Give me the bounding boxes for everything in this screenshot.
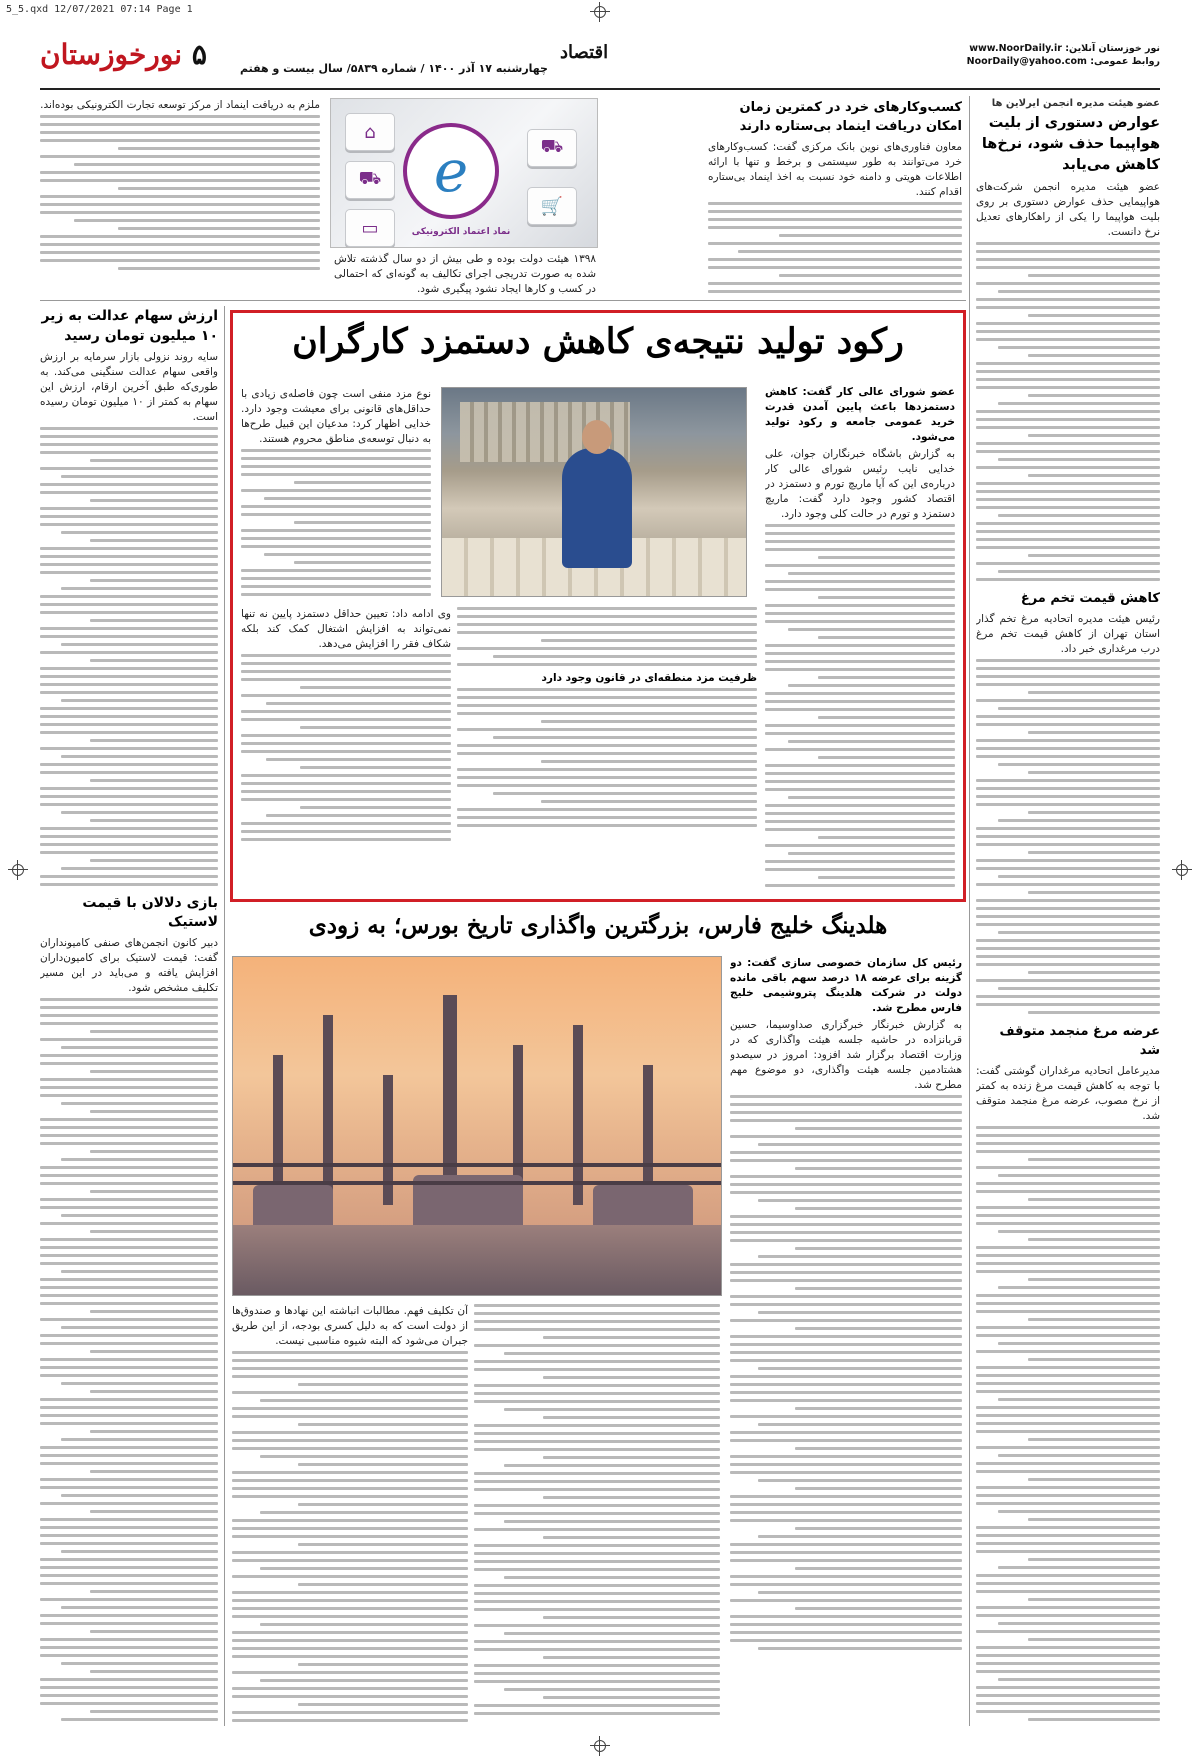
right-column bbox=[976, 96, 1160, 1726]
article-body bbox=[40, 115, 320, 270]
article-body bbox=[765, 524, 955, 891]
refinery-headline: هلدینگ خلیج فارس، بزرگترین واگذاری تاریخ بورس؛ به زودی bbox=[308, 912, 888, 939]
worker-photo bbox=[441, 387, 747, 597]
refinery-photo bbox=[232, 956, 722, 1296]
story-lead: معاون فناوری‌های نوین بانک مرکزی گفت: کسب‌وکارهای خرد می‌توانند به طور سیستمی و برخط و تنها با ارائه اطلاعات هویتی و دامنه خود نسبت به اخذ اینماد بی‌ستاره اقدام کنند. bbox=[708, 141, 962, 198]
article-body bbox=[457, 607, 757, 666]
story-subhead: ظرفیت مزد منطقه‌ای در قانون وجود دارد bbox=[541, 672, 757, 684]
photo-pipe bbox=[233, 1181, 722, 1185]
column-rule bbox=[969, 96, 970, 1726]
story-lead: عضو شورای عالی کار گفت: کاهش دستمزدها باعث پایین آمدن قدرت خرید عمومی جامعه و رکود تولید می‌شود. bbox=[765, 386, 955, 443]
article-body bbox=[976, 659, 1160, 1014]
story-lead: سایه روند نزولی بازار سرمایه بر ارزش واقعی سهام عدالت سنگینی می‌کند. به طوری‌که طبق آخرین ارقام، ارزش این سهام به کمتر از ۱۰ میلیون تومان رسیده است. bbox=[40, 351, 218, 423]
enamad-col-1 bbox=[708, 98, 962, 298]
story-title: بازی دلالان با قیمت لاستیک bbox=[82, 895, 218, 930]
article-body bbox=[457, 688, 757, 827]
truck-icon: ⛟ bbox=[345, 161, 395, 199]
print-slug: 5_5.qxd 12/07/2021 07:14 Page 1 bbox=[6, 4, 193, 15]
section-title: اقتصاد bbox=[560, 42, 609, 63]
article-text: به گزارش خبرنگار خبرگزاری صداوسیما، حسین قربانزاده در حاشیه جلسه هیئت واگذاری که در وزارت اقتصاد برگزار شد افزود: امروز در سیصدو هشتادمین جلسه هیئت واگذاری، دو موضوع مهم مطرح شد. bbox=[730, 1019, 962, 1091]
article-body bbox=[241, 449, 431, 597]
article-body bbox=[976, 1126, 1160, 1726]
main-col-left bbox=[241, 607, 451, 891]
column-rule bbox=[224, 306, 225, 1726]
article-body bbox=[976, 242, 1160, 581]
registration-mark-icon bbox=[8, 860, 28, 880]
newspaper-page bbox=[40, 36, 1160, 1736]
article-text: ۱۳۹۸ هیئت دولت بوده و طی بیش از دو سال گذشته تلاش شده به صورت تدریجی اجرای تکالیف به گونه‌ای که احتمالی در کسب و کارها ایجاد نشود پیگیری شود. bbox=[334, 253, 596, 295]
photo-tower bbox=[573, 1025, 583, 1205]
registration-mark-icon bbox=[1172, 860, 1192, 880]
image-caption-label: نماد اعتماد الکترونیکی bbox=[411, 227, 511, 237]
story-lead: دبیر کانون انجمن‌های صنفی کامیونداران گفت: قیمت لاستیک برای کامیون‌داران افزایش یافته و می‌باید در این مسیر تکلیف مشخص شود. bbox=[40, 937, 218, 994]
story-title: کاهش قیمت تخم مرغ bbox=[1020, 591, 1160, 606]
contact-info bbox=[967, 42, 1160, 68]
cart-icon: 🛒 bbox=[527, 187, 577, 225]
photo-tower bbox=[383, 1075, 393, 1205]
main-story-box bbox=[230, 310, 966, 902]
logo-text: نورخوزستان bbox=[40, 38, 183, 71]
main-col-left-top bbox=[241, 387, 431, 597]
story-lead: رئیس هیئت مدیره اتحادیه مرغ تخم گذار استان تهران از کاهش قیمت تخم مرغ درب مرغداری خبر داد. bbox=[976, 613, 1160, 655]
enamad-col-4 bbox=[40, 98, 320, 298]
issue-date-line: چهارشنبه ۱۷ آذر ۱۴۰۰ / شماره ۵۸۳۹/ سال بیست و هفتم bbox=[240, 62, 548, 75]
refinery-col-right bbox=[730, 956, 962, 1726]
photo-tower bbox=[443, 995, 457, 1205]
story-title: ارزش سهام عدالت به زیر ۱۰ میلیون تومان رسید bbox=[41, 308, 218, 344]
article-body bbox=[708, 202, 962, 298]
enamad-logo-icon: e bbox=[403, 123, 499, 219]
story-title: کسب‌وکارهای خرد در کمترین زمان امکان دریافت اینماد بی‌ستاره دارند bbox=[739, 100, 962, 134]
story-kicker: عضو هیئت مدیره انجمن ایرلاین ها bbox=[991, 98, 1160, 109]
left-column bbox=[40, 306, 218, 1726]
newspaper-logo bbox=[40, 38, 215, 71]
truck-icon: ⛟ bbox=[527, 129, 577, 167]
article-text: به گزارش باشگاه خبرنگاران جوان، علی خدایی نایب رئیس شورای عالی کار درباره‌ی این که آیا ماریچ تورم و دستمزد در اقتصاد کشور وجود دارد گفت: ماریچ دستمزد و تورم در حالت کلی وجود دارد. bbox=[765, 448, 955, 520]
refinery-col-middle bbox=[474, 1304, 720, 1726]
page-number: ۵ bbox=[191, 38, 207, 71]
refinery-col-left bbox=[232, 1304, 468, 1726]
article-body bbox=[232, 1351, 468, 1722]
story-lead: عضو هیئت مدیره انجمن شرکت‌های هواپیمایی حذف عوارض دستوری بر روی بلیت هواپیما را یکی از راهکارهای تعدیل نرخ دانست. bbox=[976, 181, 1160, 238]
photo-ground bbox=[233, 1225, 721, 1295]
email-line: روابط عمومی: NoorDaily@yahoo.com bbox=[966, 56, 1160, 67]
story-title: عوارض دستوری از بلیت هواپیما حذف شود، نرخ‌ها کاهش می‌یابد bbox=[981, 115, 1160, 173]
article-text: وی ادامه داد: تعیین حداقل دستمزد پایین نه تنها نمی‌تواند به افزایش اشتغال کمک کند بلکه شکاف فقر را افزایش می‌دهد. bbox=[241, 608, 451, 650]
main-col-right bbox=[765, 385, 955, 891]
photo-worker bbox=[562, 448, 632, 568]
website-line: نور خوزستان آنلاین: www.NoorDaily.ir bbox=[969, 43, 1160, 54]
article-body bbox=[730, 1095, 962, 1650]
photo-worker-head bbox=[582, 420, 612, 454]
main-col-middle bbox=[457, 607, 757, 891]
story-lead: مدیرعامل اتحادیه مرغداران گوشتی گفت: با توجه به کاهش قیمت مرغ زنده به کمتر از نرخ مصوب، عرضه مرغ منجمد متوقف شد. bbox=[976, 1065, 1160, 1122]
story-title: عرضه مرغ منجمد متوقف شد bbox=[999, 1024, 1160, 1058]
article-text: آن تکلیف فهم. مطالبات انباشته این نهادها و صندوق‌ها از دولت است که به دلیل کسری بودجه، از این طریق جبران می‌شود که البته شیوه مناسبی نیست. bbox=[232, 1305, 468, 1347]
article-body bbox=[241, 654, 451, 841]
main-headline: رکود تولید نتیجه‌ی کاهش دستمزد کارگران bbox=[292, 321, 904, 362]
registration-mark-icon bbox=[590, 1736, 610, 1756]
article-text: نوع مزد منفی است چون فاصله‌ی زیادی با حداقل‌های قانونی برای معیشت وجود دارد. خدایی اظهار کرد: مدعیان این قبیل طرح‌ها به دنبال توسعه‌ی مناطق محروم هستند. bbox=[241, 388, 431, 445]
enamad-image bbox=[330, 98, 598, 248]
photo-pipe bbox=[233, 1163, 722, 1167]
article-text: ملزم به دریافت اینماد از مرکز توسعه تجارت الکترونیکی بوده‌اند. bbox=[40, 99, 320, 111]
masthead bbox=[40, 36, 1160, 90]
enamad-col-3 bbox=[334, 252, 596, 300]
story-lead: رئیس کل سازمان خصوصی سازی گفت: دو گزینه برای عرضه ۱۸ درصد سهم باقی مانده دولت در شرکت هلدینگ پتروشیمی خلیج فارس مطرح شد. bbox=[730, 957, 962, 1014]
article-body bbox=[40, 427, 218, 886]
horizontal-rule bbox=[40, 300, 966, 301]
article-body bbox=[40, 998, 218, 1726]
article-body bbox=[474, 1304, 720, 1715]
registration-mark-icon bbox=[590, 2, 610, 22]
keyboard-key-icon: ⌂ bbox=[345, 113, 395, 151]
credit-card-icon: ▭ bbox=[345, 209, 395, 247]
photo-tower bbox=[323, 1015, 333, 1205]
